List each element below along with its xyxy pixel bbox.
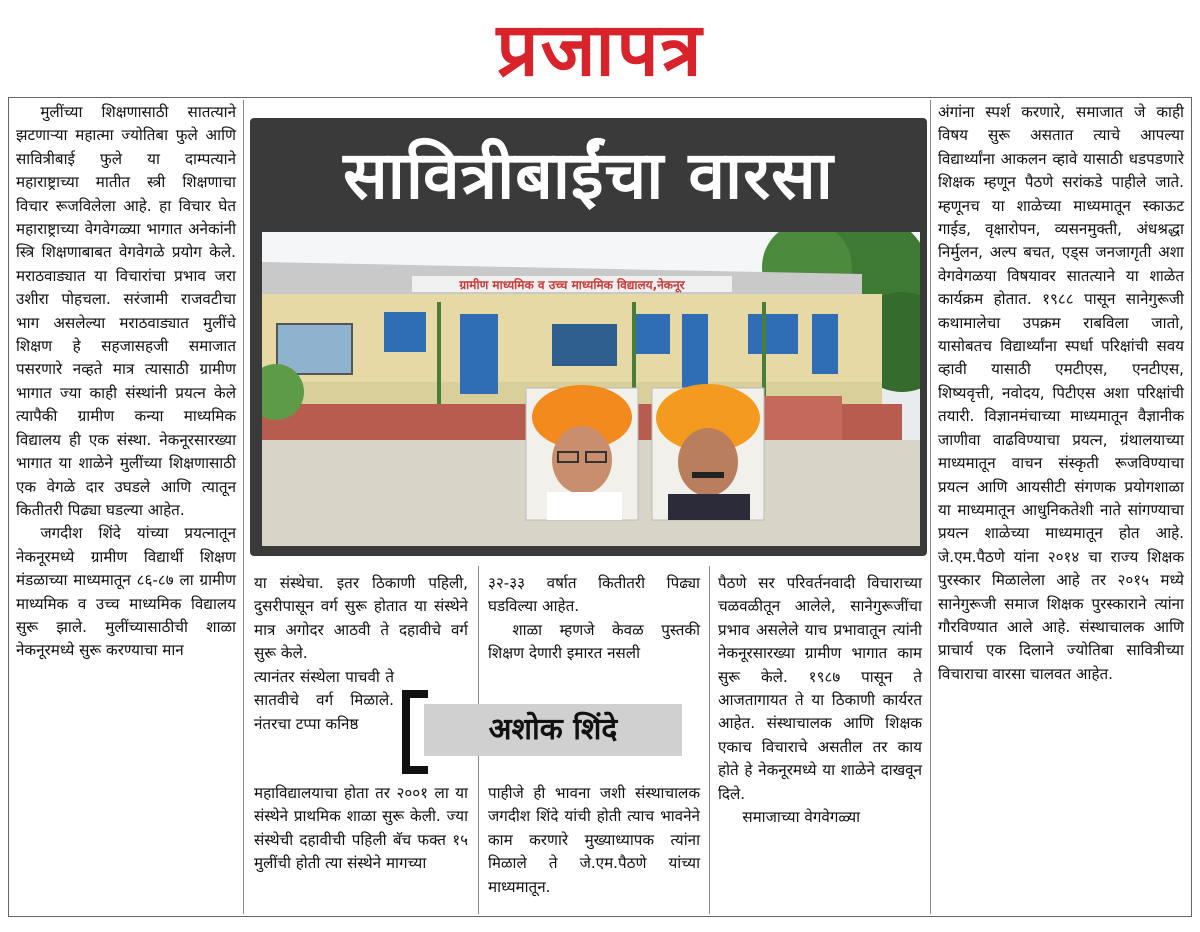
paragraph: समाजाच्या वेगवेगळ्या <box>742 808 861 827</box>
paragraph: पैठणे सर परिवर्तनवादी विचाराच्या चळवळीतून आलेले, सानेगुरूजींचा प्रभाव असलेले याच प्रभावातून त्यांनी नेकनूरसारख्या ग्रामीण भागात काम सुरू केले. १९८७ पासून ते आजतागायत ते या ठिकाणी कार्यरत आहेत. संस्थाचालक आणि शिक्षक एकाच विचाराचे असतील तर काय होते हे नेकनूरमध्ये या शाळेने दाखवून दिले. <box>718 574 922 803</box>
column-rule <box>709 566 710 914</box>
column-rule <box>243 100 244 914</box>
paragraph: त्यानंतर संस्थेला पाचवी ते सातवीचे वर्ग मिळाले. नंतरचा टप्पा कनिष्ठ <box>254 668 394 733</box>
paragraph: महाविद्यालयाचा होता तर २००१ ला या संस्थेने प्राथमिक शाळा सुरू केली. ज्या संस्थेची दहावीची पहिली बॅच फक्त १५ मुलींची होती त्या संस्थेने मागच्या <box>254 784 468 873</box>
article-column-3-bottom <box>488 782 700 912</box>
paragraph: जगदीश शिंदे यांच्या प्रयत्नातून नेकनूरमध्ये ग्रामीण विद्यार्थी शिक्षण मंडळाच्या माध्यमातून ८६-८७ ला ग्रामीण माध्यमिक व उच्च माध्यमिक विद्यालय सुरू झाले. मुलींच्यासाठीची शाळा नेकनूरमध्ये सुरू करण्याचा मान <box>16 524 236 660</box>
byline-block <box>402 690 682 774</box>
paragraph: पाहीजे ही भावना जशी संस्थाचालक जगदीश शिंदे यांची होती त्याच भावनेने काम करणारे मुख्याध्यापक त्यांना मिळाले ते जे.एम.पैठणे यांच्या माध्यमातून. <box>488 784 700 896</box>
article-column-4 <box>718 572 922 912</box>
article-column-2-wrap <box>254 666 394 778</box>
school-building-photo <box>262 232 920 546</box>
paragraph: शाळा म्हणजे केवळ पुस्तकी शिक्षण देणारी इमारत नसली <box>488 620 700 663</box>
author-byline: अशोक शिंदे <box>424 704 682 756</box>
paragraph: ३२-३३ वर्षात कितीतरी पिढ्या घडविल्या आहेत. <box>488 574 700 616</box>
school-sign: ग्रामीण माध्यमिक व उच्च माध्यमिक विद्यालय,नेकनूर <box>459 278 685 292</box>
paragraph: अंगांना स्पर्श करणारे, समाजात जे काही विषय सुरू असतात त्याचे आपल्या विद्यार्थ्यांना आकलन व्हावे यासाठी धडपडणारे शिक्षक म्हणून पैठणे सरांकडे पाहीले जाते. म्हणूनच या शाळेच्या माध्यमातून स्काऊट गाईड, वृक्षारोपन, व्यसनमुक्ती, अंधश्रद्धा निर्मुलन, अल्प बचत, एड्स जनजागृती अशा वेगवेगळया विषयावर सातत्याने या शाळेत कार्यक्रम होतात. १९८८ पासून सानेगुरूजी कथामालेचा उपक्रम राबविला जातो, यासोबतच विद्यार्थ्यांना स्पर्धा परिक्षांची सवय व्हावी यासाठी एमटीएस, एनटीएस, शिष्यवृत्ती, नवोदय, पिटीएस अशा परिक्षांची तयारी. विज्ञानमंचाच्या माध्यमातून वैज्ञानीक जाणीवा वाढविण्याचा प्रयत्न, ग्रंथालयाच्या माध्यमातून वाचन संस्कृती रूजविण्याचा प्रयत्न आणि आयसीटी संगणक प्रयोगशाळा या माध्यमातून आधुनिकतेशी नाते सांगण्याचा प्रयत्न शाळेच्या माध्यमातून होत आहे. जे.एम.पैठणे यांना २०१४ चा राज्य शिक्षक पुरस्कार मिळालेला आहे तर २०१५ मध्ये सानेगुरूजी समाज शिक्षक पुरस्काराने त्यांना गौरविण्यात आले आहे. संस्थाचालक आणि प्राचार्य एक दिलाने ज्योतिबा सावित्रीच्या विचाराचा वारसा चालवत आहेत. <box>938 103 1184 683</box>
column-rule <box>930 100 931 914</box>
newspaper-logo: प्रजापत्र <box>496 7 704 93</box>
article-column-2-bottom <box>254 782 468 912</box>
article-column-5 <box>938 101 1184 913</box>
paragraph: मुलींच्या शिक्षणासाठी सातत्याने झटणाऱ्या महात्मा ज्योतिबा फुले आणि सावित्रीबाई फुले या दाम्पत्याने महाराष्ट्राच्या मातीत स्त्री शिक्षणाचा विचार रूजविलेला आहे. हा विचार घेत महाराष्ट्राच्या वेगवेगळ्या भागात अनेकांनी स्त्रि शिक्षणाबाबत वेगवेगळे प्रयोग केले. मराठवाड्यात या विचारांचा प्रभाव जरा उशीरा पोहचला. सरंजामी राजवटीचा भाग असलेल्या मराठवाड्यात मुलींचे शिक्षण हे सहजासहजी समाजात पसरणारे नव्हते मात्र त्यासाठी ग्रामीण भागात ज्या काही संस्थांनी प्रयत्न केले त्यापैकी ग्रामीण कन्या माध्यमिक विद्यालय ही एक संस्था. नेकनूरसारख्या भागात या शाळेने मुलींच्या शिक्षणासाठी एक वेगळे दार उघडले आणि त्यातून कितीतरी पिढ्या घडल्या आहेत. <box>16 103 236 519</box>
portrait-man-saffron-turban-mustache-icon <box>652 384 764 520</box>
paragraph: या संस्थेचा. इतर ठिकाणी पहिली, दुसरीपासून वर्ग सुरू होतात या संस्थेने मात्र अगोदर आठवी ते दहावीचे वर्ग सुरू केले. <box>254 574 468 663</box>
article-column-3-top <box>488 572 700 682</box>
article-column-1 <box>16 101 236 913</box>
portrait-man-saffron-turban-glasses-icon <box>526 385 638 520</box>
headline: सावित्रीबाईंचा वारसा <box>343 137 834 214</box>
masthead <box>0 4 1200 96</box>
